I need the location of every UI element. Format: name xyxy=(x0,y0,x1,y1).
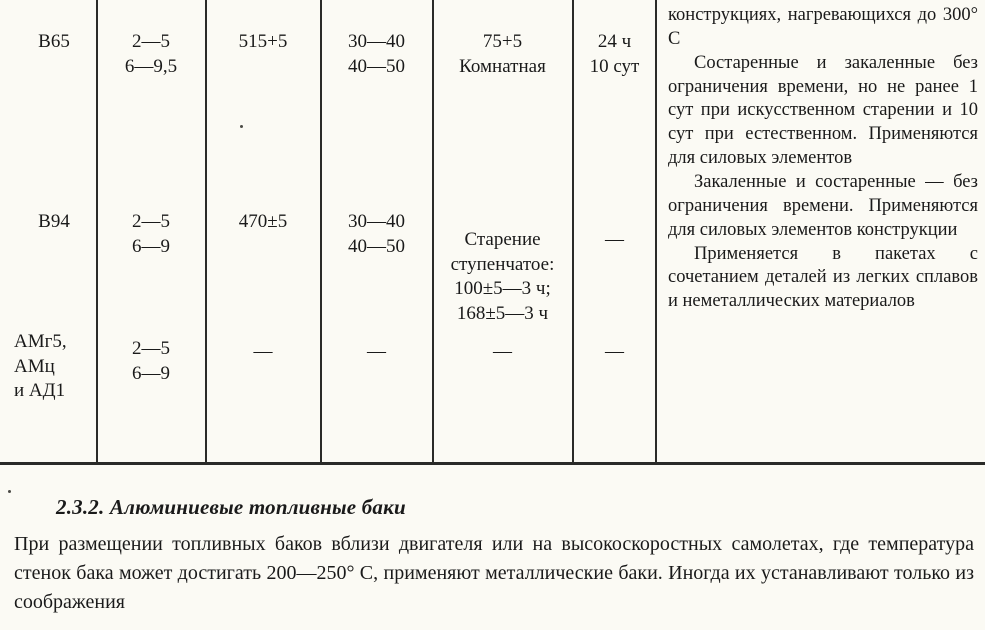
aging-value: — xyxy=(605,229,624,250)
time-value: 30—40 xyxy=(348,211,405,232)
table-cell-thickness xyxy=(100,210,202,259)
quench-value: ступенчатое: xyxy=(450,253,555,275)
quench-value: Старение xyxy=(464,229,541,250)
time-value: 40—50 xyxy=(348,235,405,257)
time-value: 30—40 xyxy=(348,31,405,52)
table-cell-time xyxy=(324,30,429,79)
quench-value: 168±5—3 ч xyxy=(456,303,549,325)
table-row xyxy=(14,210,94,235)
note-text: Состаренные и закаленные без ограничения времени, но не ранее 1 сут при искусственном старении и 10 сут при естественном. Применяются для силовых элементов xyxy=(668,52,978,169)
quench-value: Комнатная xyxy=(459,55,546,77)
quench-value: — xyxy=(493,341,512,362)
note-text: Закаленные и состаренные — без ограничения времени. Применяются для силовых элементов конструкции xyxy=(668,172,978,240)
table-cell-quench xyxy=(436,228,569,327)
table-notes-column xyxy=(668,4,978,314)
alloy-name: и АД1 xyxy=(14,380,66,402)
table-column-divider xyxy=(572,0,574,462)
table-cell-aging xyxy=(576,340,653,365)
table-column-divider xyxy=(96,0,98,462)
scan-speck xyxy=(240,125,243,128)
alloy-name: В94 xyxy=(38,211,70,232)
quench-value: 75+5 xyxy=(482,31,523,52)
alloy-name: АМг5, xyxy=(14,331,67,352)
table-cell-quench xyxy=(436,30,569,79)
note-text: Применяется в пакетах с сочетанием деталей из легких сплавов и неметаллических материалов xyxy=(668,243,978,312)
aging-value: — xyxy=(605,341,624,362)
section-heading: 2.3.2. Алюминиевые топливные баки xyxy=(56,495,406,520)
table-cell-time xyxy=(324,340,429,365)
table-bottom-border xyxy=(0,462,985,465)
aging-value: 10 сут xyxy=(589,55,640,77)
thickness-value: 2—5 xyxy=(132,31,170,52)
thickness-value: 2—5 xyxy=(132,338,170,359)
time-value: 40—50 xyxy=(348,55,405,77)
table-cell-time xyxy=(324,210,429,259)
temperature-value: — xyxy=(253,341,273,362)
table-cell-temperature xyxy=(209,340,317,365)
time-value: — xyxy=(367,341,386,362)
thickness-value: 6—9 xyxy=(132,235,170,257)
table-column-divider xyxy=(205,0,207,462)
thickness-value: 6—9 xyxy=(132,362,170,384)
temperature-value: 515+5 xyxy=(238,31,288,52)
table-cell-thickness xyxy=(100,337,202,386)
table-cell-temperature xyxy=(209,210,317,235)
note-text: конструкциях, нагревающихся до 300° С xyxy=(668,5,978,49)
alloy-name: АМц xyxy=(14,355,55,377)
alloy-name: В65 xyxy=(38,31,70,52)
paragraph-text: При размещении топливных баков вблизи двигателя или на высокоскоростных самолетах, где температура стенок бака может достигать 200—250° С, применяют металлические баки. Иногда их устанавливают только из соображения xyxy=(14,533,974,613)
scan-speck xyxy=(8,490,11,493)
table-cell-thickness xyxy=(100,30,202,79)
table-cell-temperature xyxy=(209,30,317,55)
table-cell-aging xyxy=(576,228,653,253)
quench-value: 100±5—3 ч; xyxy=(454,278,551,300)
table-cell-aging xyxy=(576,30,653,79)
temperature-value: 470±5 xyxy=(238,211,288,232)
table-column-divider xyxy=(655,0,657,462)
table-column-divider xyxy=(320,0,322,462)
table-cell-quench xyxy=(436,340,569,365)
table-row xyxy=(14,330,96,404)
body-paragraph xyxy=(14,530,974,616)
thickness-value: 6—9,5 xyxy=(124,55,178,77)
table-column-divider xyxy=(432,0,434,462)
aging-value: 24 ч xyxy=(597,31,632,52)
table-row xyxy=(14,30,94,55)
thickness-value: 2—5 xyxy=(132,211,170,232)
